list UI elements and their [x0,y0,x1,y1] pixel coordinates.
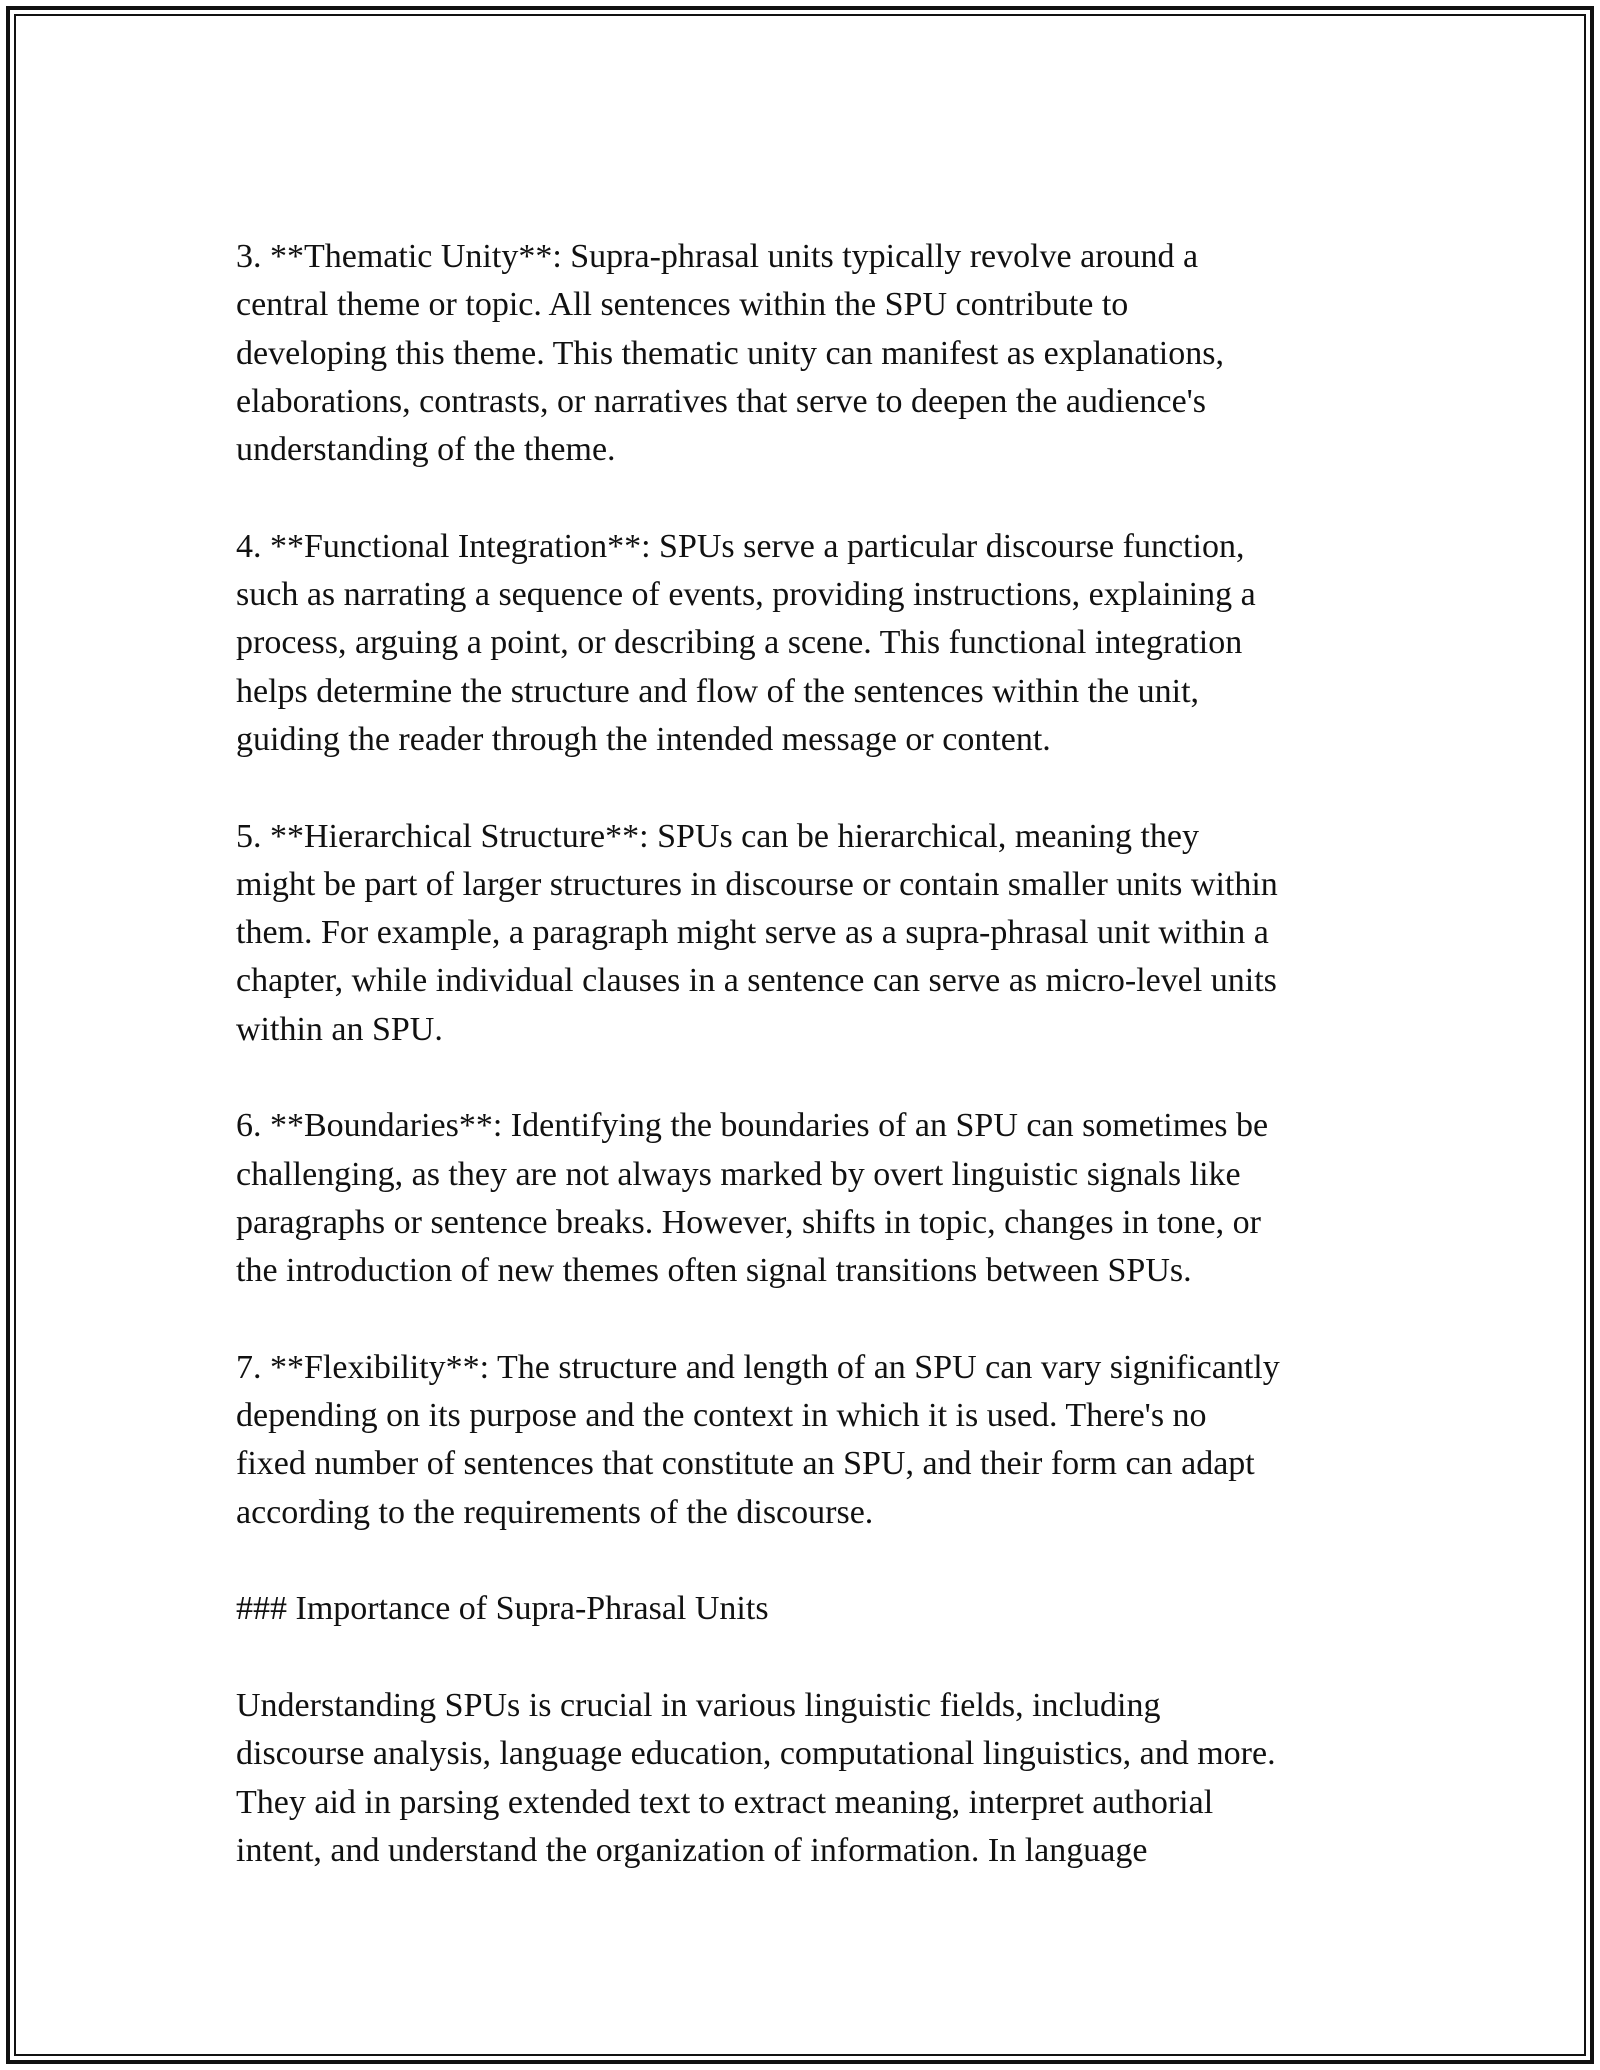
paragraph-flexibility: 7. **Flexibility**: The structure and length of an SPU can vary significantly depending on its purpose and the context in which it is used. There's no fixed number of sentences that constitute an SPU, and their form can adapt according to the requirements of the discourse. [236,1348,1280,1531]
paragraph-functional-integration: 4. **Functional Integration**: SPUs serve a particular discourse function, such as narrating a sequence of events, providing instructions, explaining a process, arguing a point, or describing a scene. This functional integration helps determine the structure and flow of the sentences within the unit, guiding the reader through the intended message or content. [236,527,1256,758]
paragraph-hierarchical-structure: 5. **Hierarchical Structure**: SPUs can be hierarchical, meaning they might be part of larger structures in discourse or contain smaller units within them. For example, a paragraph might serve as a supra-phrasal unit within a chapter, while individual clauses in a sentence can serve as micro-level units within an SPU. [236,817,1278,1048]
paragraph-boundaries: 6. **Boundaries**: Identifying the boundaries of an SPU can sometimes be challenging, as they are not always marked by overt linguistic signals like paragraphs or sentence breaks. However, shifts in topic, changes in tone, or the introduction of new themes often signal transitions between SPUs. [236,1107,1269,1290]
paragraph-understanding-spus: Understanding SPUs is crucial in various linguistic fields, including discourse analysis, language education, computational linguistics, and more. They aid in parsing extended text to extract meaning, interpret authorial intent, and understand the organization of information. In language [236,1686,1276,1869]
section-heading-importance: ### Importance of Supra-Phrasal Units [236,1590,769,1628]
document-body [236,233,1406,1923]
paragraph-thematic-unity: 3. **Thematic Unity**: Supra-phrasal units typically revolve around a central theme or topic. All sentences within the SPU contribute to developing this theme. This thematic unity can manifest as explanations, elaborations, contrasts, or narratives that serve to deepen the audience's understanding of the theme. [236,238,1224,469]
